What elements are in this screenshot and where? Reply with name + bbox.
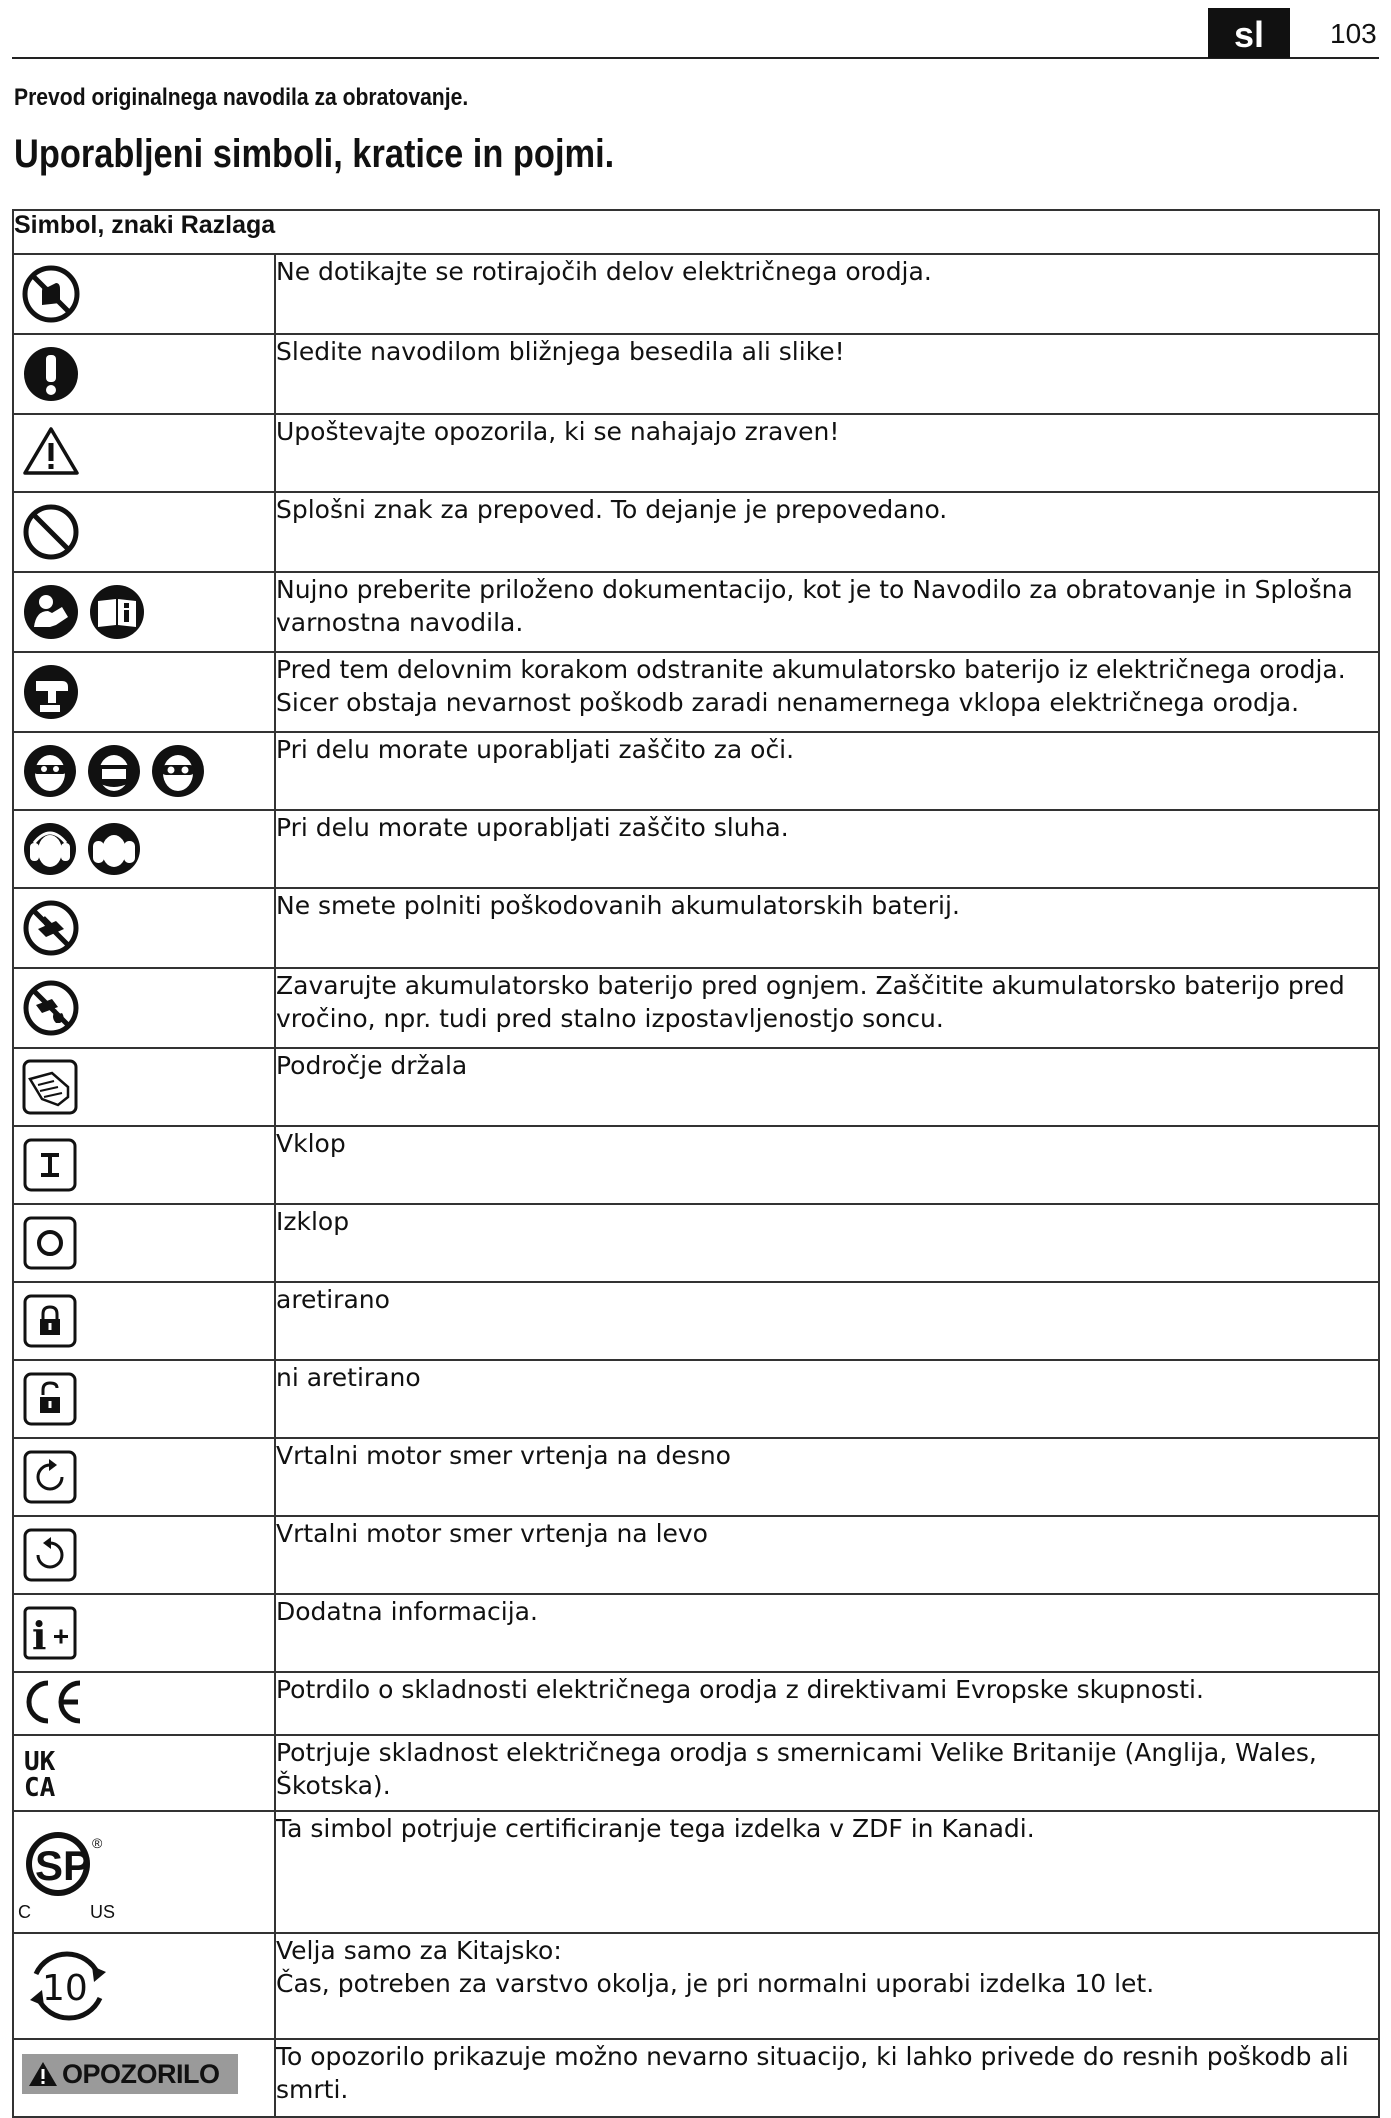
power-off-icon — [22, 1215, 78, 1271]
row-description: aretirano — [275, 1282, 1379, 1360]
prohibition-icon — [22, 503, 80, 561]
row-description: Pred tem delovnim korakom odstranite akumulatorsko baterijo iz električnega orodja. Sicer obstaja nevarnost poškodb zaradi nenamernega vklopa električnega orodja. — [275, 652, 1379, 732]
read-manual-icon — [22, 583, 80, 641]
table-row — [13, 1672, 1379, 1735]
row-description: Nujno preberite priloženo dokumentacijo, kot je to Navodilo za obratovanje in Splošna varnostna navodila. — [275, 572, 1379, 652]
symbols-table — [12, 209, 1380, 2118]
china-10-years-icon — [22, 1944, 114, 2028]
warning-label-icon — [22, 2054, 238, 2094]
row-description: Izklop — [275, 1204, 1379, 1282]
locked-icon — [22, 1293, 78, 1349]
ukca-mark-icon — [22, 1746, 72, 1800]
table-row — [13, 2039, 1379, 2117]
warning-triangle-icon — [22, 425, 80, 477]
row-description: Vrtalni motor smer vrtenja na levo — [275, 1516, 1379, 1594]
warning-triangle-small-icon — [28, 2060, 58, 2088]
csa-us: US — [90, 1902, 116, 1922]
row-description: Ta simbol potrjuje certificiranje tega izdelka v ZDF in Kanadi. — [275, 1811, 1379, 1933]
language-badge: sl — [1208, 8, 1290, 58]
row-description-secondary: Čas, potreben za varstvo okolja, je pri normalni uporabi izdelka 10 let. — [276, 1969, 1155, 1998]
table-row — [13, 492, 1379, 572]
table-row — [13, 1735, 1379, 1811]
table-row — [13, 254, 1379, 334]
table-row — [13, 1048, 1379, 1126]
table-row — [13, 1811, 1379, 1933]
row-description: Vklop — [275, 1126, 1379, 1204]
row-description: Zavarujte akumulatorsko baterijo pred ognjem. Zaščitite akumulatorsko baterijo pred vročino, npr. tudi pred stalno izpostavljenostjo soncu. — [275, 968, 1379, 1048]
table-header: Simbol, znaki Razlaga — [13, 210, 1379, 254]
row-description: Pri delu morate uporabljati zaščito za oči. — [275, 732, 1379, 810]
table-row — [13, 1282, 1379, 1360]
row-description: Področje držala — [275, 1048, 1379, 1126]
warning-label-text: OPOZORILO — [62, 2058, 220, 2089]
row-description: Dodatna informacija. — [275, 1594, 1379, 1672]
section-title: Uporabljeni simboli, kratice in pojmi. — [14, 132, 615, 176]
row-description: Potrdilo o skladnosti električnega orodja z direktivami Evropske skupnosti. — [275, 1672, 1379, 1735]
ce-mark-icon — [22, 1679, 84, 1725]
row-description: Potrjuje skladnost električnega orodja s smernicami Velike Britanije (Anglija, Wales, Škotska). — [275, 1735, 1379, 1811]
row-description: Velja samo za Kitajsko: — [276, 1936, 562, 1965]
info-icon — [22, 1605, 78, 1661]
table-row — [13, 414, 1379, 492]
header-rule — [12, 57, 1379, 59]
table-row — [13, 968, 1379, 1048]
safety-goggles-icon — [22, 743, 78, 799]
unlocked-icon — [22, 1371, 78, 1427]
info-letter: i — [32, 1613, 47, 1658]
table-row — [13, 732, 1379, 810]
table-row — [13, 572, 1379, 652]
table-row — [13, 888, 1379, 968]
row-description: Ne smete polniti poškodovanih akumulatorskih baterij. — [275, 888, 1379, 968]
china-years-number: 10 — [42, 1968, 88, 2009]
table-row — [13, 1360, 1379, 1438]
csa-c: C — [18, 1902, 31, 1922]
hearing-protection-icon — [22, 821, 78, 877]
row-description: Sledite navodilom bližnjega besedila ali slike! — [275, 334, 1379, 414]
table-row — [13, 1594, 1379, 1672]
table-row — [13, 810, 1379, 888]
row-description: Upoštevajte opozorila, ki se nahajajo zraven! — [275, 414, 1379, 492]
power-on-icon — [22, 1137, 78, 1193]
table-row — [13, 652, 1379, 732]
table-row — [13, 334, 1379, 414]
eye-protection-icon — [150, 743, 206, 799]
ukca-bottom-text: CA — [24, 1773, 56, 1800]
page-number: 103 — [1330, 18, 1377, 49]
grip-area-icon — [22, 1059, 78, 1115]
table-row — [13, 1126, 1379, 1204]
manual-book-icon — [88, 583, 146, 641]
table-row — [13, 1438, 1379, 1516]
rotate-right-icon — [22, 1449, 78, 1505]
rotate-left-icon — [22, 1527, 78, 1583]
table-row — [13, 1516, 1379, 1594]
row-description: To opozorilo prikazuje možno nevarno situacijo, ki lahko privede do resnih poškodb ali smrti. — [275, 2039, 1379, 2117]
face-shield-icon — [86, 743, 142, 799]
remove-battery-icon — [22, 663, 80, 721]
no-fire-battery-icon — [22, 979, 80, 1037]
csa-registered: ® — [92, 1835, 103, 1851]
table-row — [13, 1933, 1379, 2039]
csa-letters: SP — [35, 1842, 92, 1889]
row-description: Splošni znak za prepoved. To dejanje je prepovedano. — [275, 492, 1379, 572]
exclamation-icon — [22, 345, 80, 403]
no-touch-rotating-parts-icon — [22, 265, 80, 323]
table-row — [13, 1204, 1379, 1282]
row-description: Pri delu morate uporabljati zaščito sluha. — [275, 810, 1379, 888]
document-subtitle: Prevod originalnega navodila za obratovanje. — [14, 84, 469, 111]
no-charge-damaged-battery-icon — [22, 899, 80, 957]
row-description: Vrtalni motor smer vrtenja na desno — [275, 1438, 1379, 1516]
ukca-top-text: UK — [24, 1747, 56, 1777]
table-header-row — [13, 210, 1379, 254]
row-description: Ne dotikajte se rotirajočih delov električnega orodja. — [275, 254, 1379, 334]
ear-muffs-icon — [86, 821, 142, 877]
csa-mark-icon — [18, 1822, 128, 1922]
row-description: ni aretirano — [275, 1360, 1379, 1438]
